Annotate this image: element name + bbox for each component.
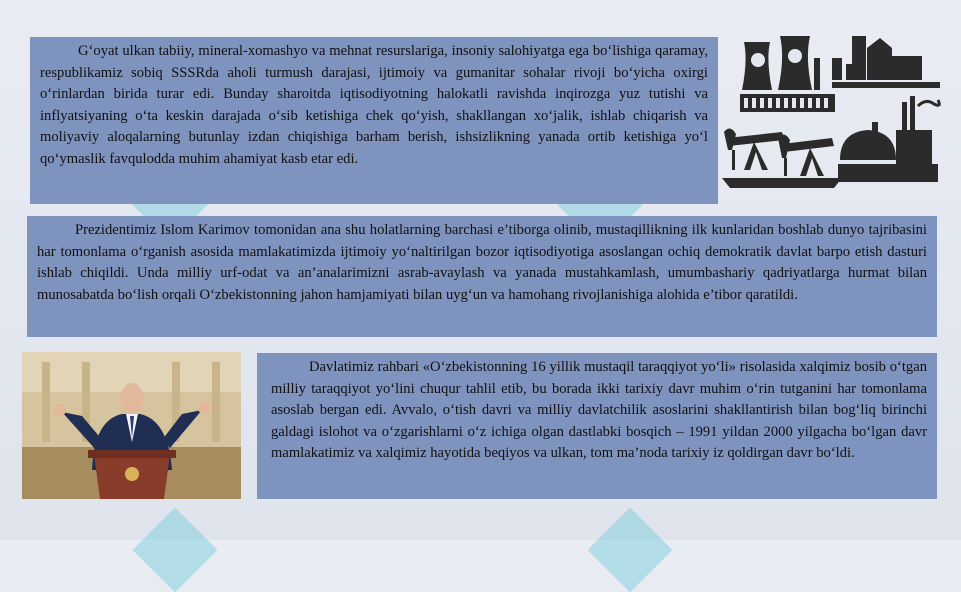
factory-icon bbox=[832, 36, 940, 88]
paragraph-1: G‘oyat ulkan tabiiy, mineral-xomashyo va mehnat resurslariga, insoniy salohiyatga ega bo‘lishiga qaramay, respublikamiz sobiq SSSRda aholi turmush darajasi, ijtimoiy va gumanitar sohalar rivoji bo‘yicha oxirgi o‘rinlardan birida turar edi. Bunday sharoitda iqtisodiyotning halokatli ravishda inqirozga yuz tutishi va inflyatsiyaning o‘ta keskin darajada o‘sib ketishiga chek qo‘yish, shakllangan xo‘jalik, ishlab chiqarish va moliyaviy aloqalarning butunlay izdan chiqishiga barham berish, ishsizlikning yanada ortib ketishiga yo‘l qo‘ymaslik favqulodda muhim ahamiyat kasb etar edi. bbox=[40, 43, 708, 167]
text-panel-top bbox=[30, 37, 718, 204]
text-panel-middle bbox=[27, 216, 937, 337]
nuclear-plant-icon bbox=[740, 36, 835, 112]
refinery-icon bbox=[838, 96, 939, 182]
oil-pump-icon bbox=[722, 128, 842, 188]
text-panel-bottom bbox=[257, 353, 937, 499]
paragraph-2: Prezidentimiz Islom Karimov tomonidan ana shu holatlarning barchasi e’tiborga olinib, mustaqillikning ilk kunlaridan boshlab dunyo tajribasini har tomonlama o‘rganish asosida mamlakatimizda ijtimoiy yo‘naltirilgan bozor iqtisodiyotiga asoslangan ochiq demokratik davlat barpo etish dasturi ishlab chiqildi. Unda milliy urf-odat va an’analarimizni asrab-avaylash va yanada mustahkamlash, umumbashariy qadriyatlarga hurmat bilan munosabatda bo‘lish orqali O‘zbekistonning jahon hamjamiyati bilan uyg‘un va hamohang rivojlanishiga alohida e’tibor qaratildi. bbox=[37, 222, 927, 303]
speaker-photo bbox=[22, 352, 241, 499]
watermark-shape bbox=[588, 508, 673, 592]
paragraph-3: Davlatimiz rahbari «O‘zbekistonning 16 yillik mustaqil taraqqiyot yo‘li» risolasida xalqimiz bosib o‘tgan milliy taraqqiyot yo‘lini chuqur tahlil etib, bu borada ikki tarixiy davr muhim o‘rin tutganini har tomonlama asoslab bergan edi. Avvalo, o‘tish davri va milliy davlatchilik asoslarini shakllantirish bilan bog‘liq birinchi galdagi islohot va o‘zgarishlarni o‘z ichiga olgan dastlabki bosqich – 1991 yildan 2000 yilgacha bo‘lgan davr mamlakatimiz va xalqimiz hayotida beqiyos va ulkan, tom ma’noda tarixiy iz qoldirgan davr bo‘ldi. bbox=[271, 359, 927, 462]
industry-icons bbox=[722, 20, 952, 200]
watermark-shape bbox=[133, 508, 218, 592]
